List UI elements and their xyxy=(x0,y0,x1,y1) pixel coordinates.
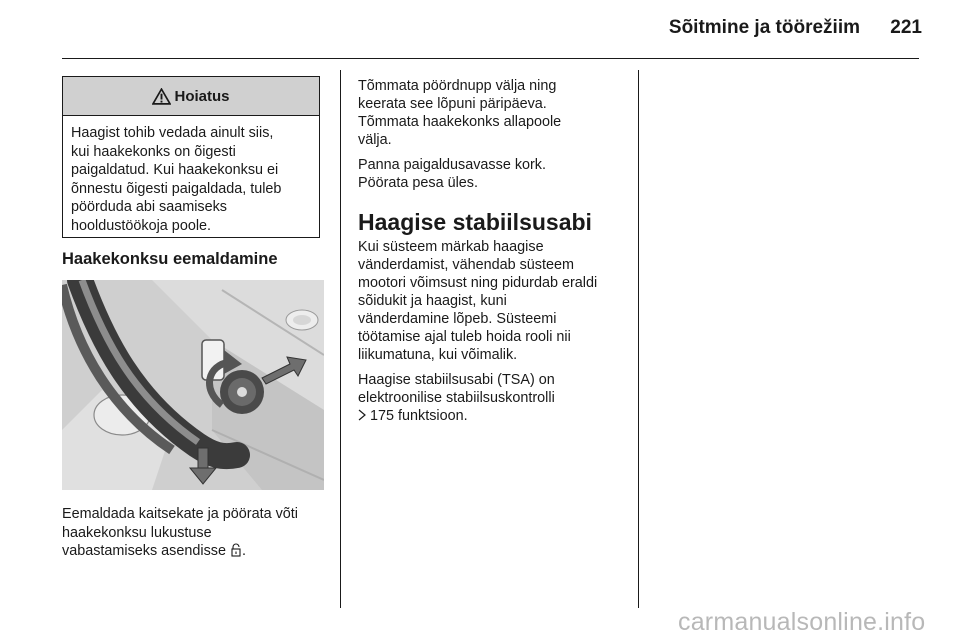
caption-line-last xyxy=(62,542,332,561)
warning-box xyxy=(62,76,320,238)
text-line: Pöörata pesa üles. xyxy=(358,175,479,191)
text-line: Panna paigaldusavasse kork. xyxy=(358,157,546,173)
text-line: vänderdamine lõpeb. Süsteemi xyxy=(358,311,557,327)
warning-header xyxy=(63,77,319,116)
caption-line: Eemaldada kaitsekate ja pöörata võti xyxy=(62,506,298,522)
unlock-symbol-icon xyxy=(231,543,241,557)
hitch-illustration xyxy=(62,280,324,490)
text-line: mootori võimsust ning pidurdab eraldi xyxy=(358,275,598,291)
hitch-drawing xyxy=(62,280,324,490)
text-line: liikumatuna, kui võimalik. xyxy=(358,347,518,363)
text-line: Haagise stabiilsusabi (TSA) on xyxy=(358,372,555,388)
text-line: keerata see lõpuni päripäeva. xyxy=(358,96,547,112)
section-heading-trailer-stability: Haagise stabiilsusabi xyxy=(358,209,592,235)
text-line: vänderdamist, vähendab süsteem xyxy=(358,257,574,273)
caption-line: haakekonksu lukustuse xyxy=(62,524,212,541)
text-line: elektroonilise stabiilsuskontrolli xyxy=(358,390,555,406)
page-number: 221 xyxy=(890,17,922,38)
paragraph-knob xyxy=(358,77,640,149)
caption-text: vabastamiseks asendisse xyxy=(62,543,226,560)
cross-reference[interactable] xyxy=(358,407,640,425)
warning-text xyxy=(63,116,319,236)
text-line: välja. xyxy=(358,132,392,148)
text-line: sõidukit ja haagist, kuni xyxy=(358,293,507,309)
text-line: Tõmmata pöördnupp välja ning xyxy=(358,78,557,94)
figure-caption xyxy=(62,505,332,561)
warning-line: Haagist tohib vedada ainult siis, xyxy=(71,125,274,141)
warning-line: hooldustöökoja poole. xyxy=(71,217,212,234)
page-reference-arrow-icon xyxy=(358,409,366,421)
cross-reference-text: 175 funktsioon. xyxy=(370,408,468,424)
text-line: Tõmmata haakekonks allapoole xyxy=(358,114,562,130)
warning-title: Hoiatus xyxy=(174,87,230,105)
section-heading-hitch-removal: Haakekonksu eemaldamine xyxy=(62,250,278,268)
text-line: töötamise ajal tuleb hoida rooli nii xyxy=(358,329,571,345)
column-2 xyxy=(358,77,640,432)
header-rule xyxy=(62,58,919,59)
paragraph-tsa-esc xyxy=(358,371,640,425)
column-divider-1 xyxy=(340,70,341,608)
paragraph-tsa-intro xyxy=(358,238,640,364)
warning-line: paigaldatud. Kui haakekonksu ei xyxy=(71,162,279,179)
watermark: carmanualsonline.info xyxy=(678,608,926,636)
warning-triangle-icon xyxy=(152,88,171,105)
warning-line: pöörduda abi saamiseks xyxy=(71,199,227,216)
page-header-title: Sõitmine ja töörežiim xyxy=(668,17,860,38)
paragraph-cap xyxy=(358,156,640,192)
warning-line: kui haakekonks on õigesti xyxy=(71,143,236,160)
caption-period: . xyxy=(241,543,246,560)
warning-line: õnnestu õigesti paigaldada, tuleb xyxy=(71,180,282,197)
text-line: Kui süsteem märkab haagise xyxy=(358,239,544,255)
